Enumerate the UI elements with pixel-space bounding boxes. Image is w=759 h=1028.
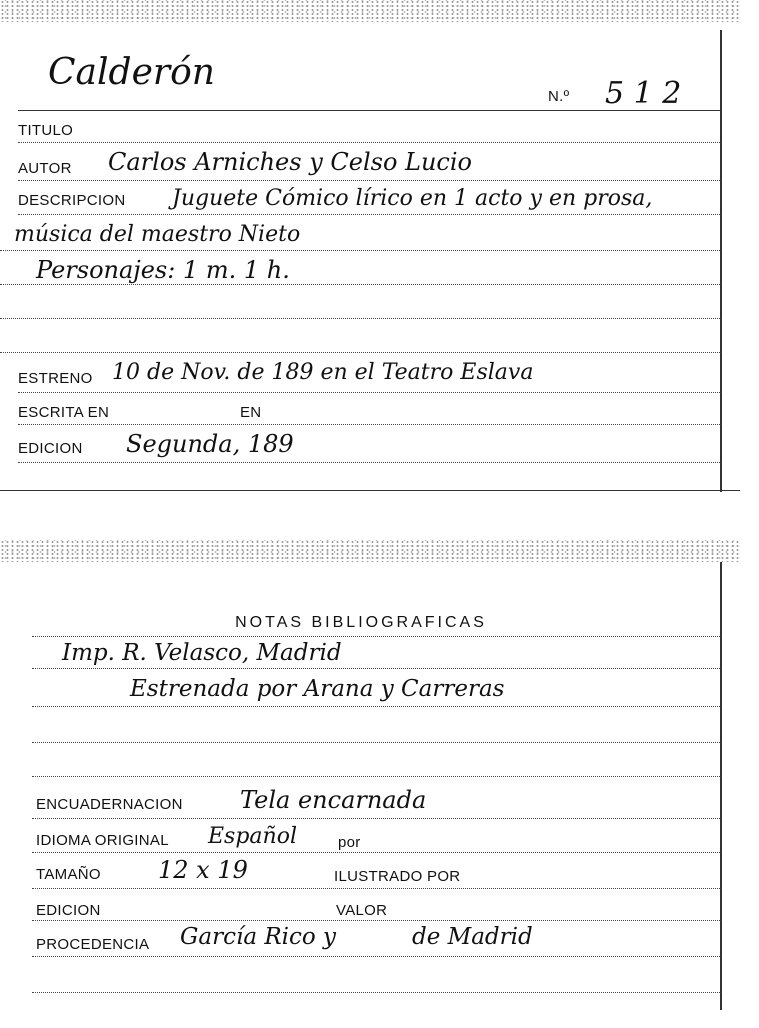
ruled-line bbox=[32, 992, 722, 993]
card-top-edge bbox=[0, 540, 740, 562]
ruled-line bbox=[18, 392, 722, 393]
encuadernacion-label: ENCUADERNACION bbox=[36, 796, 183, 813]
ruled-line bbox=[32, 920, 722, 921]
ruled-line bbox=[32, 668, 722, 669]
descripcion-label: DESCRIPCION bbox=[18, 192, 126, 209]
ruled-line bbox=[32, 888, 722, 889]
ruled-line bbox=[18, 462, 722, 463]
por-label: por bbox=[338, 834, 361, 851]
escrita-en-label: ESCRITA EN bbox=[18, 404, 110, 421]
number-value: 5 1 2 bbox=[605, 76, 682, 111]
number-label: N.º bbox=[548, 88, 570, 105]
ilustrado-por-label: ILUSTRADO POR bbox=[334, 868, 461, 885]
card-top-edge bbox=[0, 0, 740, 22]
descripcion-line-3: Personajes: 1 m. 1 h. bbox=[36, 256, 290, 284]
ruled-line bbox=[32, 742, 722, 743]
estreno-label: ESTRENO bbox=[18, 370, 93, 387]
edicion-value: Segunda, 189 bbox=[126, 430, 294, 458]
ruled-line bbox=[0, 250, 722, 251]
tamano-value: 12 x 19 bbox=[158, 856, 248, 884]
ruled-line bbox=[32, 706, 722, 707]
ruled-line bbox=[18, 424, 722, 425]
procedencia-value-2: de Madrid bbox=[412, 924, 533, 950]
descripcion-line-1: Juguete Cómico lírico en 1 acto y en prosa, bbox=[172, 186, 653, 211]
notas-bibliograficas-heading: NOTAS BIBLIOGRAFICAS bbox=[235, 614, 487, 631]
encuadernacion-value: Tela encarnada bbox=[240, 786, 427, 814]
estreno-value: 10 de Nov. de 189 en el Teatro Eslava bbox=[112, 360, 534, 385]
ruled-line bbox=[32, 776, 722, 777]
catalog-card-back bbox=[0, 540, 740, 1010]
procedencia-value: García Rico y bbox=[180, 924, 337, 950]
ruled-line bbox=[32, 852, 722, 853]
idioma-original-value: Español bbox=[208, 824, 297, 849]
ruled-line bbox=[18, 110, 722, 111]
descripcion-line-2: música del maestro Nieto bbox=[14, 222, 301, 247]
notas-line-2: Estrenada por Arana y Carreras bbox=[130, 676, 505, 702]
valor-label: VALOR bbox=[336, 902, 388, 919]
notas-line-1: Imp. R. Velasco, Madrid bbox=[62, 640, 342, 666]
tamano-label: TAMAÑO bbox=[36, 866, 101, 883]
ruled-line bbox=[18, 214, 722, 215]
procedencia-label: PROCEDENCIA bbox=[36, 936, 150, 953]
author-heading-handwritten: Calderón bbox=[48, 52, 215, 93]
ruled-line bbox=[32, 818, 722, 819]
ruled-line bbox=[0, 284, 722, 285]
ruled-line bbox=[0, 318, 722, 319]
en-label: EN bbox=[240, 404, 262, 421]
edicion-label: EDICION bbox=[36, 902, 101, 919]
idioma-original-label: IDIOMA ORIGINAL bbox=[36, 832, 169, 849]
ruled-line bbox=[32, 956, 722, 957]
autor-value: Carlos Arniches y Celso Lucio bbox=[108, 148, 472, 176]
card-bottom-edge bbox=[0, 490, 740, 491]
ruled-line bbox=[32, 636, 722, 637]
edicion-label: EDICION bbox=[18, 440, 83, 457]
autor-label: AUTOR bbox=[18, 160, 72, 177]
card-right-edge bbox=[720, 30, 722, 492]
titulo-label: TITULO bbox=[18, 122, 74, 139]
ruled-line bbox=[0, 352, 722, 353]
ruled-line bbox=[18, 180, 722, 181]
catalog-card-front bbox=[0, 0, 740, 492]
ruled-line bbox=[18, 142, 722, 143]
